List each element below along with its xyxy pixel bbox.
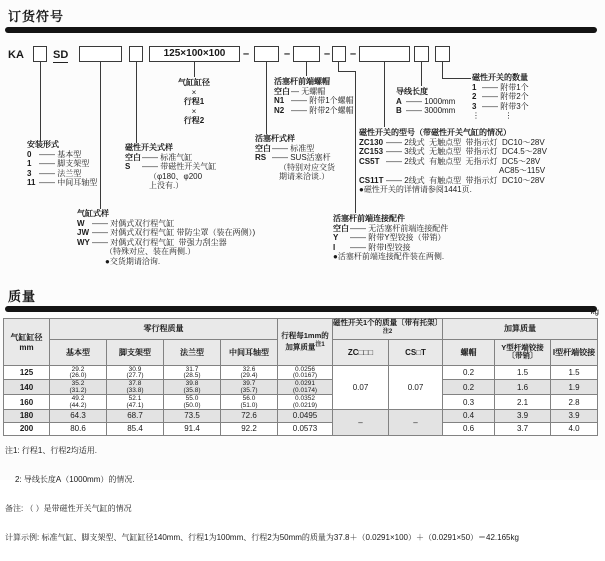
note-line: 上没有.） [149,181,184,190]
block-title: 活塞杆前端连接配件 [333,214,405,223]
table-cell: 91.4 [164,422,221,435]
code-box-cylinder-style [79,46,122,62]
block-title: 导线长度 [396,87,428,96]
block-cylinder-style [77,209,255,266]
list-item: N1 —— 附带1个螺帽 [274,96,354,105]
table-cell: 2.1 [495,395,551,410]
block-title: 安装形式 [27,140,59,149]
block-rod-style [255,134,335,182]
footnote-ref: 注1 [315,341,325,348]
table-cell: 3.9 [551,409,598,422]
list-item: 2 —— 附带2个 [472,92,529,101]
block-title: 磁性开关式样 [125,143,173,152]
list-item: 3 —— 附带3个 [472,101,529,111]
table-cell: 39.8 (35.8) [164,380,221,395]
block-rod-nut [274,77,354,115]
table-cell: 0.4 [443,409,495,422]
header-line: 加算质量 [285,342,316,351]
voltage-line: AC85～115V [499,166,546,175]
block-title: 活塞杆式样 [255,134,295,143]
note-line: ●活塞杆前端连接配件装在两侧. [333,252,445,261]
block-rod-attach [333,214,448,262]
table-cell: 55.0 (50.0) [164,395,221,410]
list-item: 空白—— 标准气缸 [125,152,193,162]
section-title-ordering: 订货符号 [8,9,65,24]
column-group-added-mass: 加算质量 [443,319,598,340]
table-cell: 140 [4,380,50,395]
table-cell-merged: – [333,409,389,435]
connector-line [266,62,267,134]
table-cell: 1.6 [495,380,551,395]
table-cell: 73.5 [164,409,221,422]
column-header-flange: 法兰型 [164,339,221,365]
block-title: 磁性开关的型号（带磁性开关气缸的情况） [359,128,511,137]
column-header-per-mm [278,319,333,366]
block-switch-model [359,128,547,195]
list-item: S —— 带磁性开关气缸 [125,162,217,171]
table-cell: 0.0256 (0.0167) [278,365,333,380]
table-cell: 0.2 [443,380,495,395]
connector-line [338,71,356,72]
code-box-switch-style [129,46,143,62]
bore-label: 气缸缸径 [178,78,210,87]
footnote-2: 2: 导线长度A（1000mm）的情况. [15,474,135,484]
table-cell: 85.4 [107,422,164,435]
code-box-switch-count [435,46,450,62]
connector-line [442,62,443,79]
table-cell: 180 [4,409,50,422]
table-cell: 32.6 (29.4) [221,365,278,380]
code-box-mounting [33,46,47,62]
table-cell: 68.7 [107,409,164,422]
bore-stroke-legend [170,78,218,126]
code-box-rod-nut [293,46,320,62]
list-item: N2 —— 附带2个螺帽 [274,105,354,115]
column-header-zc: ZC□□□ [333,339,389,365]
table-cell: 160 [4,395,50,410]
table-cell: 52.1 (47.1) [107,395,164,410]
header-line: 行程每1mm的 [281,331,329,340]
list-item: Y —— 附带Y型铰接（带销） [333,233,446,242]
table-cell: 1.5 [551,365,598,380]
connector-line [40,62,41,141]
column-group-switch-mass [333,319,443,340]
table-cell: 64.3 [50,409,107,422]
connector-line [136,62,137,143]
code-dash: – [350,48,357,60]
column-header-foot: 脚支架型 [107,339,164,365]
footnote-example: 计算示例: 标准气缸、脚支架型、气缸缸径140mm、行程1为100mm、行程2为50mm的质量为37.8＋（0.0291×100）＋（0.0291×50）＝42.165kg [5,532,519,542]
footnote-remark: 备注: （ ）是带磁性开关气缸的情况 [5,503,132,513]
table-cell: 72.6 [221,409,278,422]
table-cell: 0.0495 [278,409,333,422]
block-mounting [27,140,97,188]
times-sign: × [191,87,197,97]
list-item: CS5T —— 2线式 有触点型 无指示灯 DC5～28V [359,156,541,166]
footnotes [5,427,519,561]
list-item: JW —— 对偶式双行程气缸 带防尘罩（装在两侧）) [77,228,256,237]
list-item: WY —— 对偶式双行程气缸 带强力刮尘器 [77,237,227,247]
code-box-switch-model [359,46,410,62]
column-header-nut: 螺帽 [443,339,495,365]
footnote-ref: 注2 [382,328,393,335]
section-divider-bar [5,306,597,312]
table-cell: 56.0 (51.0) [221,395,278,410]
column-header-basic: 基本型 [50,339,107,365]
table-cell: 4.0 [551,422,598,435]
list-item: ZC130 —— 2线式 无触点型 带指示灯 DC10～28V [359,137,545,147]
table-cell: 39.7 (35.7) [221,380,278,395]
list-item: RS —— SUS活塞杆 [255,153,331,162]
connector-line [355,71,356,213]
stroke2-label: 行程2 [183,116,205,125]
column-header-trunnion: 中间耳轴型 [221,339,278,365]
block-switch-style [125,143,216,191]
connector-line [442,78,471,79]
table-cell-merged: 0.07 [333,365,389,409]
list-item: 0 —— 基本型 [27,149,82,159]
table-cell: 0.0291 (0.0174) [278,380,333,395]
table-cell: 31.7 (28.5) [164,365,221,380]
list-item: 空白—— 标准型 [255,143,315,153]
code-dash: – [324,48,331,60]
code-box-bore-stroke: 125×100×100 [149,46,240,62]
list-item: W —— 对偶式双行程气缸 [77,218,175,228]
table-cell: 0.3 [443,395,495,410]
table-cell-merged: 0.07 [389,365,443,409]
table-cell: 0.0352 (0.0219) [278,395,333,410]
model-prefix: KA [8,49,24,61]
connector-line [100,62,101,209]
connector-line [194,62,195,77]
column-header-bore: 气缸缸径mm [4,319,50,366]
table-cell: 49.2 (44.2) [50,395,107,410]
table-cell: 1.5 [495,365,551,380]
note-line: ●交货期请洽询. [105,256,161,266]
connector-line [421,62,422,86]
code-box-rod-style [254,46,279,62]
model-sd: SD [53,49,69,61]
table-row [4,380,598,395]
code-dash: – [243,48,250,60]
list-item: 空白— 无螺帽 [274,86,326,96]
list-item: CS11T —— 2线式 有触点型 带指示灯 DC10～28V [359,175,545,185]
list-item: 1 —— 附带1个 [472,82,529,92]
times-sign: × [191,106,197,116]
column-group-zero-stroke: 零行程质量 [50,319,278,340]
table-cell: 0.0573 [278,422,333,435]
code-box-rod-attach [332,46,346,62]
list-item: 空白—— 无活塞杆前端连接配件 [333,223,449,233]
table-cell: 1.9 [551,380,598,395]
section-divider-bar [5,27,597,33]
table-cell: 29.2 (26.0) [50,365,107,380]
table-cell: 80.6 [50,422,107,435]
table-cell: 30.9 (27.7) [107,365,164,380]
unit-label: kg [590,307,599,316]
header-line: 磁性开关1个的质量〔带有托架〕 [333,318,443,327]
table-cell: 3.9 [495,409,551,422]
table-cell: 35.2 (31.2) [50,380,107,395]
table-row [4,409,598,422]
note-line: （特别对应交货 [279,162,335,172]
connector-line [384,62,385,127]
table-cell: 37.8 (33.8) [107,380,164,395]
list-item: I —— 附带I型铰接 [333,242,411,252]
mass-table [3,318,598,436]
column-header-cs: CS□T [389,339,443,365]
table-cell: 125 [4,365,50,380]
note-line: 期请来洽谈.） [279,172,330,181]
footnote-1: 注1: 行程1、行程2均适用. [5,446,98,456]
list-item: B —— 3000mm [396,106,456,115]
table-cell-merged: – [389,409,443,435]
list-item: A —— 1000mm [396,96,456,106]
table-row [4,395,598,410]
table-cell: 200 [4,422,50,435]
block-title: 活塞杆前端螺帽 [274,77,330,86]
block-title: 气缸式样 [77,209,109,218]
list-item: 11 —— 中间耳轴型 [27,178,98,187]
section-title-mass: 质量 [8,289,37,304]
note-line: （特殊对应、装在两侧.） [105,247,196,256]
header-line: 〔带销〕 [507,351,538,360]
block-title: 磁性开关的数量 [472,73,528,82]
column-header-y-rod [495,339,551,365]
stroke1-label: 行程1 [183,97,205,106]
header-line: Y型杆端铰接 [501,342,544,352]
table-row [4,365,598,380]
list-item: ZC153 —— 3线式 无触点型 带指示灯 DC4.5～28V [359,147,547,156]
ellipsis-line: ⋮ ⋮ [472,111,513,120]
table-cell: 0.6 [443,422,495,435]
list-item: 1 —— 脚支架型 [27,159,90,168]
list-item: 3 —— 法兰型 [27,168,82,178]
note-line: （φ180、φ200 [149,171,203,181]
block-lead-length [396,87,455,116]
table-cell: 2.8 [551,395,598,410]
header-row-groups [4,319,598,340]
code-dash: – [284,48,291,60]
connector-line [306,62,307,76]
block-switch-count [472,73,529,121]
code-box-lead-length [414,46,429,62]
table-cell: 0.2 [443,365,495,380]
column-header-i-rod: I型杆端铰接 [551,339,598,365]
table-cell: 92.2 [221,422,278,435]
note-line: ●磁性开关的详情请参阅1441页. [359,185,472,194]
table-cell: 3.7 [495,422,551,435]
